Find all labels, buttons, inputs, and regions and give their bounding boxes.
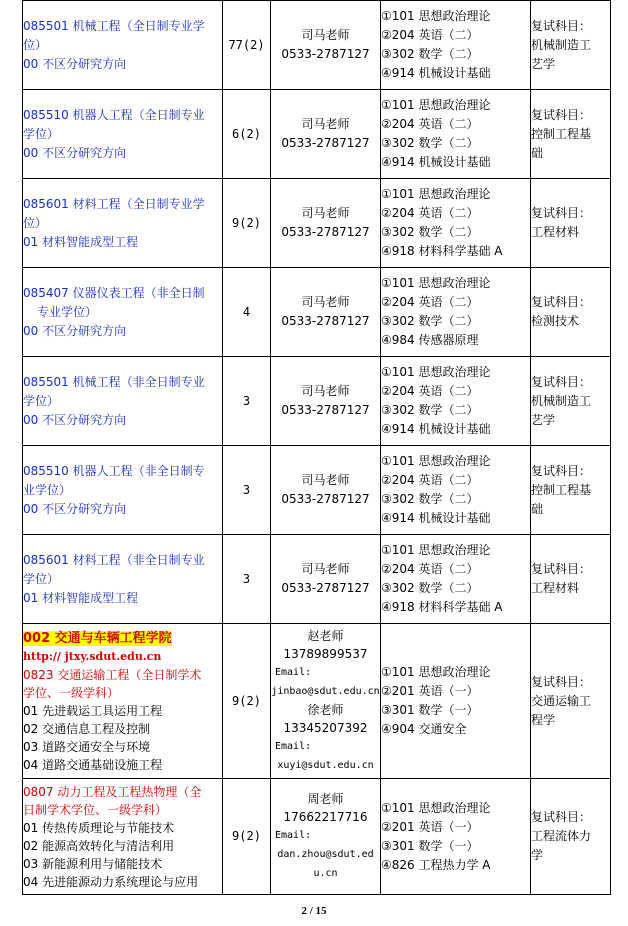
major-title: 日制学术学位、一级学科） — [23, 802, 168, 817]
retest-line: 艺学 — [531, 412, 556, 427]
exam-subject: ③302 数学（二） — [381, 136, 479, 150]
contact-cell — [271, 268, 381, 357]
research-direction: 00 不区分研究方向 — [23, 412, 127, 427]
page-number: 2 / 15 — [301, 905, 327, 917]
exam-subject: ②204 英语（二） — [381, 295, 479, 309]
college-name: 002 交通与车辆工程学院 — [23, 630, 172, 646]
contact-email: u.cn — [313, 868, 338, 879]
contact-phone: 0533-2787127 — [281, 581, 370, 595]
retest-line: 工程材料 — [531, 225, 580, 239]
retest-line: 控制工程基 — [531, 482, 592, 497]
contact-name: 司马老师 — [301, 28, 350, 42]
exam-subject: ①101 思想政治理论 — [381, 9, 491, 23]
retest-cell — [531, 179, 611, 268]
major-title: 0823 交通运输工程（全日制学术 — [23, 667, 202, 682]
table-row — [23, 179, 611, 268]
quota-cell: 9(2) — [223, 779, 271, 895]
exam-subject: ③302 数学（二） — [381, 47, 479, 61]
table-row — [23, 535, 611, 624]
contact-cell — [271, 1, 381, 90]
exam-subject: ①101 思想政治理论 — [381, 800, 491, 815]
college-url: http:// jtxy.sdut.edu.cn — [23, 649, 162, 663]
contact-cell — [271, 535, 381, 624]
exam-subject: ③301 数学（一） — [381, 703, 479, 717]
research-direction: 00 不区分研究方向 — [23, 323, 127, 338]
table-row-college — [23, 624, 611, 779]
major-cell — [23, 357, 223, 446]
research-direction: 01 先进载运工具运用工程 — [23, 703, 163, 718]
quota-cell: 4 — [223, 268, 271, 357]
major-cell — [23, 90, 223, 179]
table-row — [23, 90, 611, 179]
retest-line: 控制工程基 — [531, 126, 592, 141]
table-row — [23, 1, 611, 90]
major-title: 位） — [23, 37, 48, 52]
exam-subjects-cell — [381, 535, 531, 624]
exam-subject: ④918 材料科学基础 A — [381, 244, 503, 258]
retest-cell — [531, 90, 611, 179]
exam-subjects-cell — [381, 624, 531, 779]
table-row — [23, 268, 611, 357]
exam-subject: ③302 数学（二） — [381, 225, 479, 239]
exam-subject: ②201 英语（一） — [381, 684, 479, 698]
exam-subject: ④918 材料科学基础 A — [381, 600, 503, 614]
exam-subject: ①101 思想政治理论 — [381, 454, 491, 468]
contact-name: 司马老师 — [301, 562, 350, 576]
exam-subject: ④826 工程热力学 A — [381, 857, 491, 872]
research-direction: 01 材料智能成型工程 — [23, 234, 139, 249]
exam-subject: ②201 英语（一） — [381, 819, 479, 834]
exam-subject: ③302 数学（二） — [381, 314, 479, 328]
major-title: 专业学位） — [37, 304, 98, 319]
contact-cell — [271, 624, 381, 779]
quota-cell: 3 — [223, 357, 271, 446]
exam-subject: ①101 思想政治理论 — [381, 98, 491, 112]
exam-subject: ①101 思想政治理论 — [381, 665, 491, 679]
quota-cell: 77(2) — [223, 1, 271, 90]
contact-cell — [271, 90, 381, 179]
exam-subject: ④914 机械设计基础 — [381, 66, 491, 80]
exam-subject: ④904 交通安全 — [381, 722, 467, 736]
retest-line: 复试科目： — [531, 810, 592, 824]
major-title: 学位） — [23, 571, 60, 586]
retest-line: 机械制造工 — [531, 37, 592, 52]
exam-subjects-cell — [381, 90, 531, 179]
retest-line: 复试科目： — [531, 295, 592, 309]
contact-name: 司马老师 — [301, 384, 350, 398]
quota-cell: 9(2) — [223, 179, 271, 268]
retest-line: 础 — [531, 501, 544, 516]
research-direction: 00 不区分研究方向 — [23, 56, 127, 71]
table-row — [23, 446, 611, 535]
quota-cell: 3 — [223, 535, 271, 624]
major-title: 085501 机械工程（全日制专业学 — [23, 18, 205, 33]
retest-line: 机械制造工 — [531, 393, 592, 408]
retest-line: 复试科目： — [531, 107, 592, 122]
retest-line: 复试科目： — [531, 206, 592, 220]
retest-cell — [531, 624, 611, 779]
exam-subject: ③302 数学（二） — [381, 581, 479, 595]
contact-cell — [271, 779, 381, 895]
exam-subjects-cell — [381, 446, 531, 535]
contact-cell — [271, 179, 381, 268]
quota-cell: 9(2) — [223, 624, 271, 779]
contact-cell — [271, 357, 381, 446]
contact-cell — [271, 446, 381, 535]
exam-subject: ①101 思想政治理论 — [381, 543, 491, 557]
contact-name: 徐老师 — [307, 703, 344, 717]
contact-name: 司马老师 — [301, 206, 350, 220]
exam-subject: ④914 机械设计基础 — [381, 511, 491, 525]
major-title: 085510 机器人工程（非全日制专 — [23, 463, 205, 478]
exam-subjects-cell — [381, 779, 531, 895]
admissions-table — [22, 0, 611, 895]
contact-phone: 0533-2787127 — [281, 314, 370, 328]
contact-phone: 0533-2787127 — [281, 47, 370, 61]
retest-cell — [531, 535, 611, 624]
exam-subject: ④914 机械设计基础 — [381, 155, 491, 169]
contact-email: jinbao@sdut.edu.cn — [271, 686, 380, 697]
retest-cell — [531, 779, 611, 895]
research-direction: 02 能源高效转化与清洁利用 — [23, 838, 175, 853]
contact-name: 赵老师 — [307, 629, 344, 643]
research-direction: 04 道路交通基础设施工程 — [23, 757, 163, 772]
major-title: 学位、一级学科） — [23, 685, 120, 700]
exam-subject: ②204 英语（二） — [381, 384, 479, 398]
research-direction: 03 道路交通安全与环境 — [23, 739, 151, 754]
contact-phone: 17662217716 — [283, 810, 368, 824]
major-cell — [23, 179, 223, 268]
retest-line: 复试科目： — [531, 374, 592, 389]
major-title: 业学位） — [23, 482, 72, 497]
contact-phone: 13345207392 — [283, 721, 368, 735]
major-cell — [23, 268, 223, 357]
exam-subjects-cell — [381, 268, 531, 357]
major-title: 085407 仪器仪表工程（非全日制 — [23, 285, 205, 300]
exam-subjects-cell — [381, 1, 531, 90]
major-cell — [23, 624, 223, 779]
research-direction: 00 不区分研究方向 — [23, 501, 127, 516]
major-title: 学位） — [23, 126, 60, 141]
retest-cell — [531, 357, 611, 446]
major-title: 位） — [23, 215, 48, 230]
research-direction: 01 传热传质理论与节能技术 — [23, 820, 175, 835]
major-cell — [23, 535, 223, 624]
contact-name: 周老师 — [307, 792, 344, 806]
research-direction: 03 新能源利用与储能技术 — [23, 856, 163, 871]
contact-email: dan.zhou@sdut.ed — [277, 849, 374, 860]
contact-email-label: Email: — [275, 741, 312, 752]
table-row — [23, 357, 611, 446]
major-cell — [23, 1, 223, 90]
exam-subject: ③302 数学（二） — [381, 403, 479, 417]
major-title: 085510 机器人工程（全日制专业 — [23, 107, 205, 122]
exam-subject: ③302 数学（二） — [381, 492, 479, 506]
contact-name: 司马老师 — [301, 117, 350, 131]
retest-line: 础 — [531, 145, 544, 160]
retest-line: 学 — [531, 848, 544, 862]
contact-email-label: Email: — [275, 830, 312, 841]
contact-phone: 13789899537 — [283, 647, 368, 661]
retest-line: 艺学 — [531, 56, 556, 71]
contact-name: 司马老师 — [301, 473, 350, 487]
major-cell — [23, 779, 223, 895]
contact-email: xuyi@sdut.edu.cn — [277, 760, 374, 771]
retest-line: 工程材料 — [531, 581, 580, 595]
contact-phone: 0533-2787127 — [281, 225, 370, 239]
exam-subjects-cell — [381, 179, 531, 268]
research-direction: 01 材料智能成型工程 — [23, 590, 139, 605]
retest-line: 复试科目： — [531, 18, 592, 33]
major-cell — [23, 446, 223, 535]
research-direction: 04 先进能源动力系统理论与应用 — [23, 874, 199, 889]
research-direction: 02 交通信息工程及控制 — [23, 721, 151, 736]
retest-line: 程学 — [531, 712, 556, 727]
quota-cell: 6(2) — [223, 90, 271, 179]
research-direction: 00 不区分研究方向 — [23, 145, 127, 160]
table-row — [23, 779, 611, 895]
contact-phone: 0533-2787127 — [281, 136, 370, 150]
exam-subject: ④984 传感器原理 — [381, 333, 479, 347]
contact-name: 司马老师 — [301, 295, 350, 309]
exam-subject: ④914 机械设计基础 — [381, 422, 491, 436]
retest-cell — [531, 268, 611, 357]
exam-subject: ②204 英语（二） — [381, 206, 479, 220]
contact-phone: 0533-2787127 — [281, 403, 370, 417]
exam-subject: ①101 思想政治理论 — [381, 276, 491, 290]
exam-subject: ③301 数学（一） — [381, 838, 479, 853]
exam-subject: ②204 英语（二） — [381, 117, 479, 131]
contact-email-label: Email: — [275, 667, 312, 678]
exam-subject: ①101 思想政治理论 — [381, 365, 491, 379]
contact-phone: 0533-2787127 — [281, 492, 370, 506]
exam-subject: ②204 英语（二） — [381, 473, 479, 487]
exam-subject: ②204 英语（二） — [381, 562, 479, 576]
retest-cell — [531, 446, 611, 535]
major-title: 学位） — [23, 393, 60, 408]
major-title: 085601 材料工程（非全日制专业 — [23, 552, 205, 567]
retest-line: 交通运输工 — [531, 693, 592, 708]
exam-subject: ②204 英语（二） — [381, 28, 479, 42]
retest-line: 复试科目： — [531, 463, 592, 478]
retest-line: 复试科目： — [531, 562, 592, 576]
major-title: 085601 材料工程（全日制专业学 — [23, 196, 205, 211]
exam-subjects-cell — [381, 357, 531, 446]
retest-cell — [531, 1, 611, 90]
major-title: 0807 动力工程及工程热物理（全 — [23, 784, 202, 799]
retest-line: 检测技术 — [531, 314, 580, 328]
retest-line: 复试科目： — [531, 674, 592, 689]
exam-subject: ①101 思想政治理论 — [381, 187, 491, 201]
major-title: 085501 机械工程（非全日制专业 — [23, 374, 205, 389]
retest-line: 工程流体力 — [531, 829, 592, 843]
quota-cell: 3 — [223, 446, 271, 535]
